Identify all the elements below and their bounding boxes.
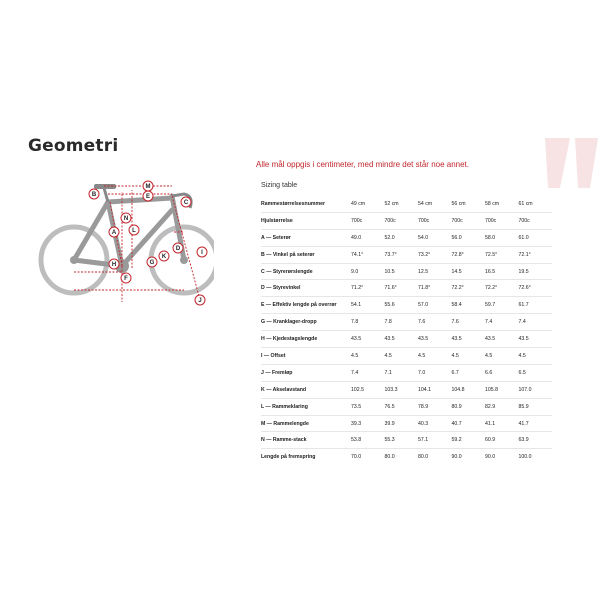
- table-cell: 90.0: [451, 454, 462, 461]
- label-n: [121, 213, 131, 223]
- table-cell: 12.5: [418, 263, 452, 280]
- table-row: [261, 196, 552, 212]
- table-cell: 56.0: [452, 229, 486, 246]
- table-cell: 39.9: [385, 415, 419, 432]
- table-cell: 43.5: [485, 331, 519, 348]
- svg-text:L: L: [132, 228, 136, 235]
- label-i: [197, 247, 207, 257]
- table-cell: 71.2°: [351, 280, 385, 297]
- svg-text:A: A: [111, 230, 117, 237]
- svg-text:I: I: [201, 250, 203, 257]
- row-label: E — Effektiv lengde på overrør: [261, 297, 351, 314]
- label-d: [173, 243, 183, 253]
- table-cell: 7.4: [351, 364, 385, 381]
- table-cell: 43.5: [385, 331, 419, 348]
- table-cell: 54.1: [351, 297, 385, 314]
- table-cell: 61.0: [519, 229, 553, 246]
- table-cell: 40.3: [418, 415, 452, 432]
- svg-text:F: F: [124, 276, 128, 283]
- svg-text:J: J: [198, 298, 202, 305]
- row-label: Rammestørrelsesnummer: [261, 196, 351, 212]
- table-row: [261, 432, 552, 449]
- table-cell: 7.0: [418, 364, 452, 381]
- table-cell: 6.6: [485, 364, 519, 381]
- svg-text:M: M: [145, 184, 151, 191]
- table-cell: 58 cm: [485, 196, 519, 212]
- row-label: N — Ramme-stack: [261, 432, 351, 449]
- table-cell: 4.5: [351, 348, 385, 365]
- table-row: [261, 263, 552, 280]
- table-cell: 6.7: [452, 364, 486, 381]
- svg-text:D: D: [175, 246, 181, 253]
- table-cell: 104.1: [418, 381, 452, 398]
- table-cell: 700c: [519, 212, 553, 229]
- table-cell: 72.2°: [452, 280, 486, 297]
- label-l: [129, 225, 139, 235]
- svg-text:G: G: [149, 260, 155, 267]
- watermark-logo: [540, 128, 600, 198]
- table-row: [261, 229, 552, 246]
- table-cell: 40.7: [452, 415, 486, 432]
- table-cell: 72.6°: [519, 280, 553, 297]
- table-cell: 60.9: [485, 432, 519, 449]
- table-cell: 7.8: [351, 314, 385, 331]
- table-cell: 71.8°: [418, 280, 452, 297]
- table-cell: 7.4: [485, 314, 519, 331]
- svg-text:C: C: [183, 200, 189, 207]
- table-cell: 105.8: [485, 381, 519, 398]
- table-row: [261, 314, 552, 331]
- row-label: Hjulstørrelse: [261, 212, 351, 229]
- table-cell: 54.0: [418, 229, 452, 246]
- label-j: [195, 295, 205, 305]
- units-notice: Alle mål oppgis i centimeter, med mindre det står noe annet.: [256, 160, 469, 169]
- table-cell: 7.6: [418, 314, 452, 331]
- table-cell: 52 cm: [385, 196, 419, 212]
- table-cell: 700c: [418, 212, 452, 229]
- label-m: [143, 181, 153, 191]
- svg-text:K: K: [161, 254, 167, 261]
- table-cell: 58.4: [452, 297, 486, 314]
- row-label: A — Seterør: [261, 229, 351, 246]
- table-row: [261, 449, 552, 465]
- table-cell: 4.5: [519, 348, 553, 365]
- table-cell: 14.5: [452, 263, 486, 280]
- table-cell: 41.7: [519, 415, 553, 432]
- label-k: [159, 251, 169, 261]
- table-cell: 43.5: [351, 331, 385, 348]
- table-cell: 78.9: [418, 398, 452, 415]
- table-cell: 103.3: [385, 381, 419, 398]
- label-b: [89, 189, 99, 199]
- row-label: I — Offset: [261, 348, 351, 365]
- bike-geometry-diagram: [34, 172, 214, 312]
- table-cell: 7.1: [385, 364, 419, 381]
- table-cell: 100.0: [518, 454, 532, 461]
- table-cell: 4.5: [485, 348, 519, 365]
- table-row: [261, 348, 552, 365]
- label-c: [181, 197, 191, 207]
- table-cell: 57.0: [418, 297, 452, 314]
- table-cell: 49.0: [351, 229, 385, 246]
- table-cell: 61.7: [519, 297, 553, 314]
- table-cell: 76.5: [385, 398, 419, 415]
- table-cell: 90.0: [485, 454, 496, 461]
- table-cell: 4.5: [452, 348, 486, 365]
- row-label: H — Kjedestagslengde: [261, 331, 351, 348]
- table-cell: 43.5: [452, 331, 486, 348]
- table-cell: 80.9: [452, 398, 486, 415]
- table-row: [261, 280, 552, 297]
- table-cell: 70.0: [351, 454, 362, 461]
- row-label: G — Kranklager-dropp: [261, 314, 351, 331]
- table-cell: 102.5: [351, 381, 385, 398]
- row-label: C — Styrerørslengde: [261, 263, 351, 280]
- page-title: Geometri: [28, 136, 119, 156]
- row-label: J — Fremløp: [261, 364, 351, 381]
- table-cell: 700c: [351, 212, 385, 229]
- table-cell: 9.0: [351, 263, 385, 280]
- table-cell: 54 cm: [418, 196, 452, 212]
- table-cell: 10.5: [385, 263, 419, 280]
- svg-text:H: H: [111, 262, 117, 269]
- row-label: Lengde på fremspring: [261, 454, 316, 461]
- table-cell: 7.8: [385, 314, 419, 331]
- table-cell: 19.5: [519, 263, 553, 280]
- table-cell: 49 cm: [351, 196, 385, 212]
- table-row: [261, 246, 552, 263]
- table-cell: 72.1°: [519, 246, 553, 263]
- table-cell: 63.9: [519, 432, 553, 449]
- table-cell: 7.4: [519, 314, 553, 331]
- table-cell: 6.5: [519, 364, 553, 381]
- table-cell: 72.5°: [485, 246, 519, 263]
- table-cell: 55.6: [385, 297, 419, 314]
- table-row: [261, 398, 552, 415]
- table-row: [261, 331, 552, 348]
- table-row: [261, 297, 552, 314]
- label-e: [143, 191, 153, 201]
- table-cell: 7.6: [452, 314, 486, 331]
- table-cell: 71.6°: [385, 280, 419, 297]
- table-cell: 4.5: [418, 348, 452, 365]
- table-row: [261, 415, 552, 432]
- table-cell: 72.2°: [485, 280, 519, 297]
- table-cell: 52.0: [385, 229, 419, 246]
- row-label: B — Vinkel på seterør: [261, 246, 351, 263]
- label-h: [109, 259, 119, 269]
- table-cell: 58.0: [485, 229, 519, 246]
- table-cell: 4.5: [385, 348, 419, 365]
- table-cell: 73.2°: [418, 246, 452, 263]
- table-cell: 82.9: [485, 398, 519, 415]
- table-subtitle: Sizing table: [261, 182, 298, 189]
- table-cell: 104.8: [452, 381, 486, 398]
- table-cell: 700c: [452, 212, 486, 229]
- table-cell: 73.7°: [385, 246, 419, 263]
- row-label: D — Styrevinkel: [261, 280, 351, 297]
- table-cell: 43.5: [519, 331, 553, 348]
- table-row: [261, 381, 552, 398]
- table-cell: 53.8: [351, 432, 385, 449]
- table-cell: 56 cm: [452, 196, 486, 212]
- table-cell: 74.1°: [351, 246, 385, 263]
- table-row: [261, 212, 552, 229]
- geometry-table: [261, 196, 552, 465]
- table-cell: 43.5: [418, 331, 452, 348]
- table-row: [261, 364, 552, 381]
- table-cell: 80.0: [384, 454, 395, 461]
- svg-text:B: B: [91, 192, 97, 199]
- table-cell: 85.9: [519, 398, 553, 415]
- svg-text:E: E: [145, 194, 151, 201]
- row-label: K — Akselavstand: [261, 381, 351, 398]
- table-cell: 55.3: [385, 432, 419, 449]
- table-cell: 700c: [385, 212, 419, 229]
- label-f: [121, 273, 131, 283]
- row-label: L — Rammeklaring: [261, 398, 351, 415]
- row-label: M — Rammelengde: [261, 415, 351, 432]
- label-g: [147, 257, 157, 267]
- table-cell: 73.5: [351, 398, 385, 415]
- table-cell: 59.2: [452, 432, 486, 449]
- table-cell: 80.0: [418, 454, 429, 461]
- table-cell: 700c: [485, 212, 519, 229]
- svg-text:N: N: [123, 216, 129, 223]
- table-cell: 107.0: [519, 381, 553, 398]
- table-cell: 59.7: [485, 297, 519, 314]
- table-cell: 41.1: [485, 415, 519, 432]
- table-cell: 16.5: [485, 263, 519, 280]
- table-cell: 61 cm: [519, 196, 553, 212]
- table-cell: 57.1: [418, 432, 452, 449]
- table-cell: 39.3: [351, 415, 385, 432]
- table-cell: 72.8°: [452, 246, 486, 263]
- label-a: [109, 227, 119, 237]
